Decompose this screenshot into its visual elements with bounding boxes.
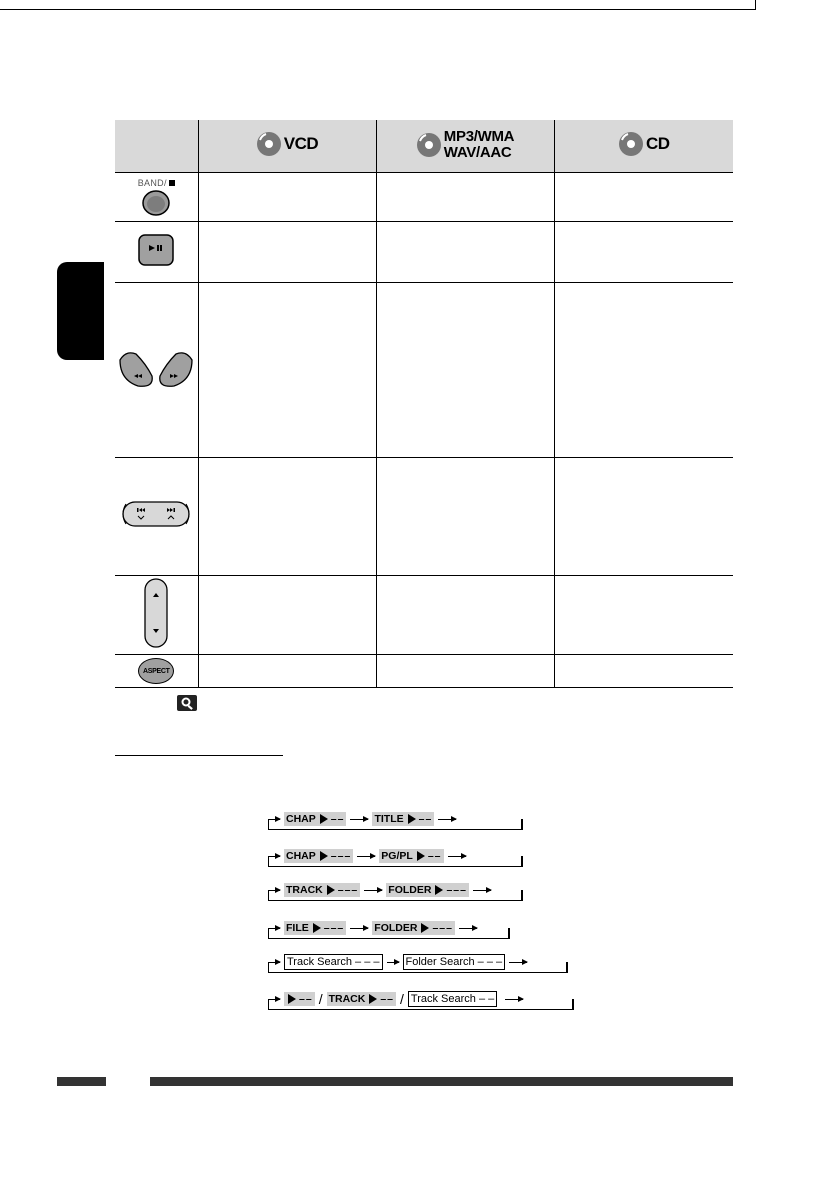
arrow xyxy=(268,856,280,857)
table-header-row xyxy=(115,120,733,173)
diagram-row xyxy=(268,920,481,936)
band-button-label: BAND/ xyxy=(137,178,167,188)
search-cycle-diagram-5 xyxy=(268,954,568,982)
arrow xyxy=(473,890,491,891)
loop-end xyxy=(521,819,522,829)
up-down-button-cell xyxy=(115,576,198,655)
cell-cd xyxy=(554,173,733,222)
mp3-wma-label: MP3/WMA xyxy=(443,128,515,145)
section-heading-underline xyxy=(115,755,283,756)
chip-dashes: ––– xyxy=(337,884,359,896)
up-down-icon xyxy=(141,577,171,649)
cell-mp3 xyxy=(376,173,554,222)
cell-cd xyxy=(554,222,733,283)
disc-icon xyxy=(416,132,442,158)
arrow xyxy=(459,928,477,929)
arrow-icon xyxy=(369,994,377,1004)
chip-dashes: ––– xyxy=(323,922,345,934)
mp3-format-label xyxy=(444,129,514,161)
arrow-icon xyxy=(320,814,328,824)
cell-cd xyxy=(554,283,733,458)
arrow xyxy=(268,890,280,891)
disc-icon xyxy=(618,131,644,157)
chip-dashes: –– xyxy=(418,813,433,825)
chip-dashes: –– xyxy=(380,993,395,1005)
aspect-button-label: ASPECT xyxy=(142,667,170,675)
separator: / xyxy=(400,991,404,1007)
chip-label: TRACK xyxy=(328,993,366,1005)
skip-buttons-cell xyxy=(115,283,198,458)
cell-mp3 xyxy=(376,576,554,655)
loop-end xyxy=(572,999,573,1009)
wav-aac-label: WAV/AAC xyxy=(443,144,512,161)
chip-track xyxy=(327,992,396,1006)
arrow xyxy=(438,819,456,820)
arrow-icon xyxy=(288,994,296,1004)
arrow xyxy=(268,962,280,963)
track-search-box: Track Search – – xyxy=(408,991,497,1007)
chip-label: FILE xyxy=(286,922,309,934)
arrow-icon xyxy=(320,851,328,861)
chip-label: CHAP xyxy=(286,813,316,825)
diagram-row xyxy=(268,991,527,1007)
rewind-forward-icon xyxy=(116,346,196,390)
function-table xyxy=(115,120,733,688)
chip-dashes: ––– xyxy=(446,884,467,896)
cell-vcd xyxy=(198,576,376,655)
header-vcd xyxy=(198,120,376,173)
diagram-row xyxy=(268,882,495,898)
table-row xyxy=(115,576,733,655)
arrow xyxy=(268,819,280,820)
chip-chap xyxy=(284,849,353,863)
search-cycle-diagram-2 xyxy=(268,848,523,876)
loop-end xyxy=(508,928,509,938)
chip-dashes: –– xyxy=(427,850,442,862)
magnifier-icon xyxy=(177,695,197,711)
header-cd xyxy=(554,120,733,173)
cell-cd xyxy=(554,655,733,688)
search-cycle-diagram-4 xyxy=(268,920,510,948)
diagram-row xyxy=(268,848,470,864)
chip-label: PG/PL xyxy=(381,850,413,862)
arrow xyxy=(268,928,280,929)
aspect-button-icon xyxy=(138,658,174,684)
band-stop-button-cell xyxy=(115,173,198,222)
arrow-icon xyxy=(435,885,443,895)
arrow-icon xyxy=(313,923,321,933)
chip-dashes: –– xyxy=(299,993,313,1005)
arrow xyxy=(509,962,527,963)
table-row xyxy=(115,655,733,688)
chip-title xyxy=(372,812,434,826)
arrow-icon xyxy=(421,923,429,933)
control-dial-icon xyxy=(117,499,195,529)
arrow xyxy=(268,999,280,1000)
search-cycle-diagram-3 xyxy=(268,882,523,910)
chip-label: FOLDER xyxy=(374,922,418,934)
header-empty-cell xyxy=(115,120,198,173)
chip-label: CHAP xyxy=(286,850,316,862)
chip-label: TITLE xyxy=(374,813,404,825)
arrow xyxy=(364,890,382,891)
band-button-icon xyxy=(141,190,171,216)
track-search-box: Track Search – – – xyxy=(284,954,383,970)
vcd-label: VCD xyxy=(283,133,319,153)
chip-chap xyxy=(284,812,346,826)
loop-end xyxy=(566,962,567,972)
arrow-icon xyxy=(417,851,425,861)
footer-bar-left xyxy=(57,1077,106,1086)
cell-vcd xyxy=(198,283,376,458)
cell-mp3 xyxy=(376,655,554,688)
arrow xyxy=(350,928,368,929)
aspect-button-cell xyxy=(115,655,198,688)
play-pause-button-cell xyxy=(115,222,198,283)
cell-cd xyxy=(554,576,733,655)
arrow xyxy=(387,962,399,963)
table-row xyxy=(115,458,733,576)
loop-end xyxy=(521,890,522,900)
chip-arrow-only xyxy=(284,992,315,1006)
separator: / xyxy=(318,991,323,1007)
disc-icon xyxy=(256,131,282,157)
chip-dashes: –– xyxy=(330,813,345,825)
cell-cd xyxy=(554,458,733,576)
language-side-tab xyxy=(57,262,104,360)
top-rule xyxy=(0,0,756,10)
header-mp3-wma-wav-aac xyxy=(376,120,554,173)
table-row xyxy=(115,283,733,458)
cell-vcd xyxy=(198,458,376,576)
table-row xyxy=(115,222,733,283)
chip-folder xyxy=(372,921,455,935)
table-row xyxy=(115,173,733,222)
search-cycle-diagram-6 xyxy=(268,991,574,1019)
arrow-icon xyxy=(408,814,416,824)
control-dial-cell xyxy=(115,458,198,576)
cell-mp3 xyxy=(376,222,554,283)
chip-dashes: ––– xyxy=(432,922,453,934)
chip-label: FOLDER xyxy=(388,884,432,896)
footer-bar-right xyxy=(150,1077,733,1086)
chip-pgpl xyxy=(379,849,443,863)
stop-icon xyxy=(169,180,175,186)
arrow xyxy=(505,999,523,1000)
diagram-row xyxy=(268,954,531,970)
play-pause-icon xyxy=(137,233,175,267)
chip-dashes: ––– xyxy=(330,850,352,862)
chip-label: TRACK xyxy=(286,884,323,896)
cell-mp3 xyxy=(376,283,554,458)
folder-search-box: Folder Search – – – xyxy=(403,954,506,970)
cell-vcd xyxy=(198,655,376,688)
arrow xyxy=(357,856,375,857)
search-cycle-diagram-1 xyxy=(268,811,523,839)
diagram-row xyxy=(268,811,460,827)
loop-end xyxy=(521,856,522,866)
chip-track xyxy=(284,883,360,897)
arrow xyxy=(448,856,466,857)
cell-vcd xyxy=(198,173,376,222)
cell-vcd xyxy=(198,222,376,283)
cd-label: CD xyxy=(645,133,670,153)
arrow xyxy=(350,819,368,820)
chip-folder xyxy=(386,883,469,897)
arrow-icon xyxy=(327,885,335,895)
cell-mp3 xyxy=(376,458,554,576)
chip-file xyxy=(284,921,346,935)
